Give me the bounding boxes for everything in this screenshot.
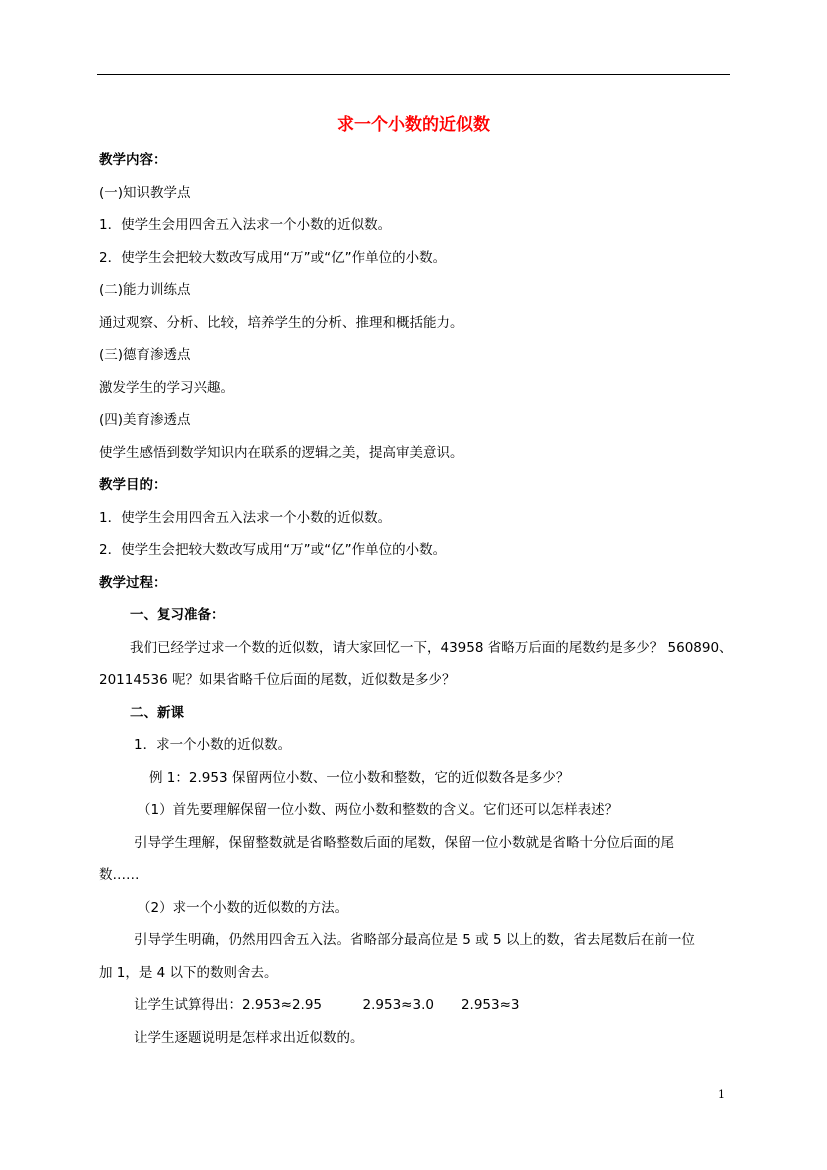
paragraph: （1）首先要理解保留一位小数、两位小数和整数的含义。它们还可以怎样表述？ <box>137 802 619 818</box>
paragraph: 2．使学生会把较大数改写成用“万”或“亿”作单位的小数。 <box>99 250 447 266</box>
paragraph: 20114536 呢？如果省略千位后面的尾数，近似数是多少？ <box>99 672 456 688</box>
subheading-ability: (二)能力训练点 <box>99 282 191 298</box>
section-heading-process: 教学过程： <box>99 575 167 591</box>
paragraph: 1．使学生会用四舍五入法求一个小数的近似数。 <box>99 510 392 526</box>
paragraph: 激发学生的学习兴趣。 <box>99 380 234 396</box>
header-rule <box>97 74 730 75</box>
subheading-review: 一、复习准备： <box>130 607 225 623</box>
subheading-aesthetic: (四)美育渗透点 <box>99 412 191 428</box>
paragraph: 我们已经学过求一个数的近似数，请大家回忆一下，43958 省略万后面的尾数约是多少？ 560890、 <box>130 640 733 656</box>
section-heading-objectives: 教学目的： <box>99 477 167 493</box>
paragraph: 引导学生理解，保留整数就是省略整数后面的尾数，保留一位小数就是省略十分位后面的尾 <box>134 835 674 851</box>
subheading-knowledge: (一)知识教学点 <box>99 185 191 201</box>
document-title: 求一个小数的近似数 <box>337 115 490 135</box>
page-number: 1 <box>718 1088 725 1101</box>
paragraph: 使学生感悟到数学知识内在联系的逻辑之美，提高审美意识。 <box>99 445 464 461</box>
paragraph: 2．使学生会把较大数改写成用“万”或“亿”作单位的小数。 <box>99 542 447 558</box>
calculation-line: 让学生试算得出：2.953≈2.95 2.953≈3.0 2.953≈3 <box>134 997 520 1013</box>
paragraph: 引导学生明确，仍然用四舍五入法。省略部分最高位是 5 或 5 以上的数，省去尾数后在前一位 <box>134 932 695 948</box>
subheading-moral: (三)德育渗透点 <box>99 347 191 363</box>
paragraph: 让学生逐题说明是怎样求出近似数的。 <box>134 1030 364 1046</box>
paragraph: 1．求一个小数的近似数。 <box>134 737 292 753</box>
paragraph: 1．使学生会用四舍五入法求一个小数的近似数。 <box>99 217 392 233</box>
paragraph: 加 1，是 4 以下的数则舍去。 <box>99 965 278 981</box>
example-text: 例 1：2.953 保留两位小数、一位小数和整数，它的近似数各是多少？ <box>149 770 570 786</box>
paragraph: （2）求一个小数的近似数的方法。 <box>137 900 349 916</box>
paragraph: 通过观察、分析、比较，培养学生的分析、推理和概括能力。 <box>99 315 464 331</box>
paragraph: 数…… <box>99 867 140 883</box>
subheading-new-lesson: 二、新课 <box>130 705 184 721</box>
section-heading-content: 教学内容： <box>99 152 167 168</box>
